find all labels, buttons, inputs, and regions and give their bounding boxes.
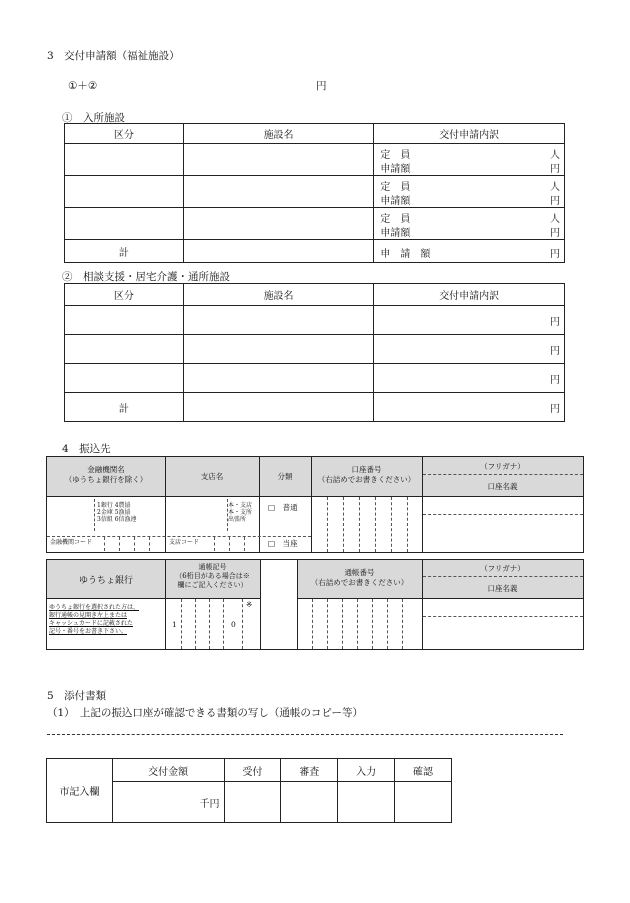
table-row: [65, 144, 565, 176]
facility1-title: ① 入所施設: [62, 112, 125, 124]
category-cell[interactable]: [65, 176, 184, 208]
breakdown-cell[interactable]: [374, 144, 565, 176]
total-row: [65, 393, 565, 422]
symbol-zero-digit: 0: [231, 620, 236, 629]
header-category: 区分: [65, 124, 184, 144]
facility-name-cell[interactable]: [183, 364, 374, 393]
section5-title: 5 添付書類: [47, 690, 107, 702]
furigana-label: （フリガナ）: [480, 462, 525, 471]
bank-type-options: 1銀行 4農協 2金庫 5漁協 3信組 6信漁連: [97, 502, 137, 523]
office-use-label: 市記入欄: [47, 759, 113, 823]
amount-unit: 円: [550, 227, 560, 239]
branch-type-options: 本・支店 本・支所 出張所: [228, 502, 253, 523]
total-amount-cell[interactable]: 円: [374, 393, 565, 422]
total-amount-cell[interactable]: [374, 240, 565, 263]
confirm-stamp-cell[interactable]: [395, 782, 452, 823]
amount-label: 申請額: [380, 227, 411, 239]
type-current-checkbox[interactable]: □ 当座: [268, 539, 298, 548]
category-cell[interactable]: [65, 144, 184, 176]
header-received: 受付: [224, 759, 281, 782]
header-review: 審査: [281, 759, 338, 782]
review-stamp-cell[interactable]: [281, 782, 338, 823]
passbook-number-header: 通帳番号 （右詰めでお書きください）: [310, 568, 409, 587]
sum-unit: 円: [316, 80, 327, 92]
amount-label: 申請額: [380, 163, 411, 175]
furigana-label: （フリガナ）: [480, 564, 525, 573]
account-number-header: 口座番号 （右詰めでお書きください）: [317, 465, 416, 484]
account-holder-label: 口座名義: [487, 584, 518, 593]
total-row: [65, 240, 565, 263]
capacity-label: 定 員: [380, 213, 411, 225]
yucho-account-table: [46, 559, 584, 650]
account-holder-label: 口座名義: [487, 482, 518, 491]
capacity-unit: 人: [550, 181, 560, 193]
table-row: [65, 208, 565, 240]
amount-cell[interactable]: 円: [374, 335, 565, 364]
capacity-label: 定 員: [380, 181, 411, 193]
table-row: [65, 364, 565, 393]
header-confirm: 確認: [395, 759, 452, 782]
table-row: [65, 176, 565, 208]
section3-title: 3 交付申請額（福祉施設）: [47, 50, 180, 62]
branch-header: 支店名: [200, 472, 224, 481]
grant-amount-cell[interactable]: 千円: [112, 782, 224, 823]
amount-unit: 円: [550, 163, 560, 175]
input-stamp-cell[interactable]: [338, 782, 395, 823]
header-input: 入力: [338, 759, 395, 782]
capacity-unit: 人: [550, 149, 560, 161]
amount-cell[interactable]: 円: [374, 306, 565, 335]
header-breakdown: 交付申請内訳: [374, 284, 565, 306]
office-use-table: [46, 758, 452, 823]
table-row: [65, 306, 565, 335]
header-breakdown: 交付申請内訳: [374, 124, 565, 144]
facility2-table: [64, 283, 565, 422]
total-label: 計: [65, 393, 184, 422]
branch-code-label: 支店コード: [169, 539, 200, 546]
yucho-note: ゆうちょ銀行を選択された方は、 銀行通帳の見開き左上または キャッシュカードに記載された 記号・番号をお書き下さい。: [49, 604, 140, 636]
total-facility-cell[interactable]: [183, 393, 374, 422]
total-unit: 円: [550, 248, 560, 260]
header-grant-amount: 交付金額: [112, 759, 224, 782]
facility1-table: [64, 123, 565, 263]
capacity-label: 定 員: [380, 149, 411, 161]
amount-label: 申請額: [380, 195, 411, 207]
yucho-label: ゆうちょ銀行: [78, 576, 133, 586]
symbol-first-digit: 1: [172, 620, 177, 629]
category-cell[interactable]: [65, 364, 184, 393]
category-cell[interactable]: [65, 335, 184, 364]
category-cell[interactable]: [65, 208, 184, 240]
header-facility-name: 施設名: [183, 284, 374, 306]
type-ordinary-checkbox[interactable]: □ 普通: [268, 503, 298, 512]
facility-name-cell[interactable]: [183, 144, 374, 176]
capacity-unit: 人: [550, 213, 560, 225]
amount-cell[interactable]: 円: [374, 364, 565, 393]
facility-name-cell[interactable]: [183, 335, 374, 364]
facility2-title: ② 相談支援・居宅介護・通所施設: [62, 271, 230, 283]
bank-code-label: 金融機関コード: [50, 539, 93, 546]
facility-name-cell[interactable]: [183, 306, 374, 335]
section5-item1: （1） 上記の振込口座が確認できる書類の写し（通帳のコピー等）: [47, 707, 364, 719]
total-facility-cell[interactable]: [183, 240, 374, 263]
breakdown-cell[interactable]: [374, 208, 565, 240]
sum-label: ①＋②: [68, 80, 98, 92]
cut-line: [47, 734, 563, 735]
bank-name-header: 金融機関名 （ゆうちょ銀行を除く）: [64, 465, 148, 484]
received-stamp-cell[interactable]: [224, 782, 281, 823]
header-facility-name: 施設名: [183, 124, 374, 144]
table-row: [65, 335, 565, 364]
facility-name-cell[interactable]: [183, 176, 374, 208]
bank-account-table: [46, 456, 584, 553]
amount-unit: 円: [550, 195, 560, 207]
type-header: 分類: [277, 472, 293, 481]
total-label: 計: [65, 240, 184, 263]
section4-title: 4 振込先: [62, 443, 111, 455]
category-cell[interactable]: [65, 306, 184, 335]
symbol-sixth-mark: ※: [246, 600, 253, 609]
facility-name-cell[interactable]: [183, 208, 374, 240]
breakdown-cell[interactable]: [374, 176, 565, 208]
header-category: 区分: [65, 284, 184, 306]
passbook-symbol-header: 通帳記号 （6桁目がある場合は※ 欄にご記入ください）: [175, 563, 250, 590]
total-amount-label: 申 請 額: [380, 248, 431, 260]
